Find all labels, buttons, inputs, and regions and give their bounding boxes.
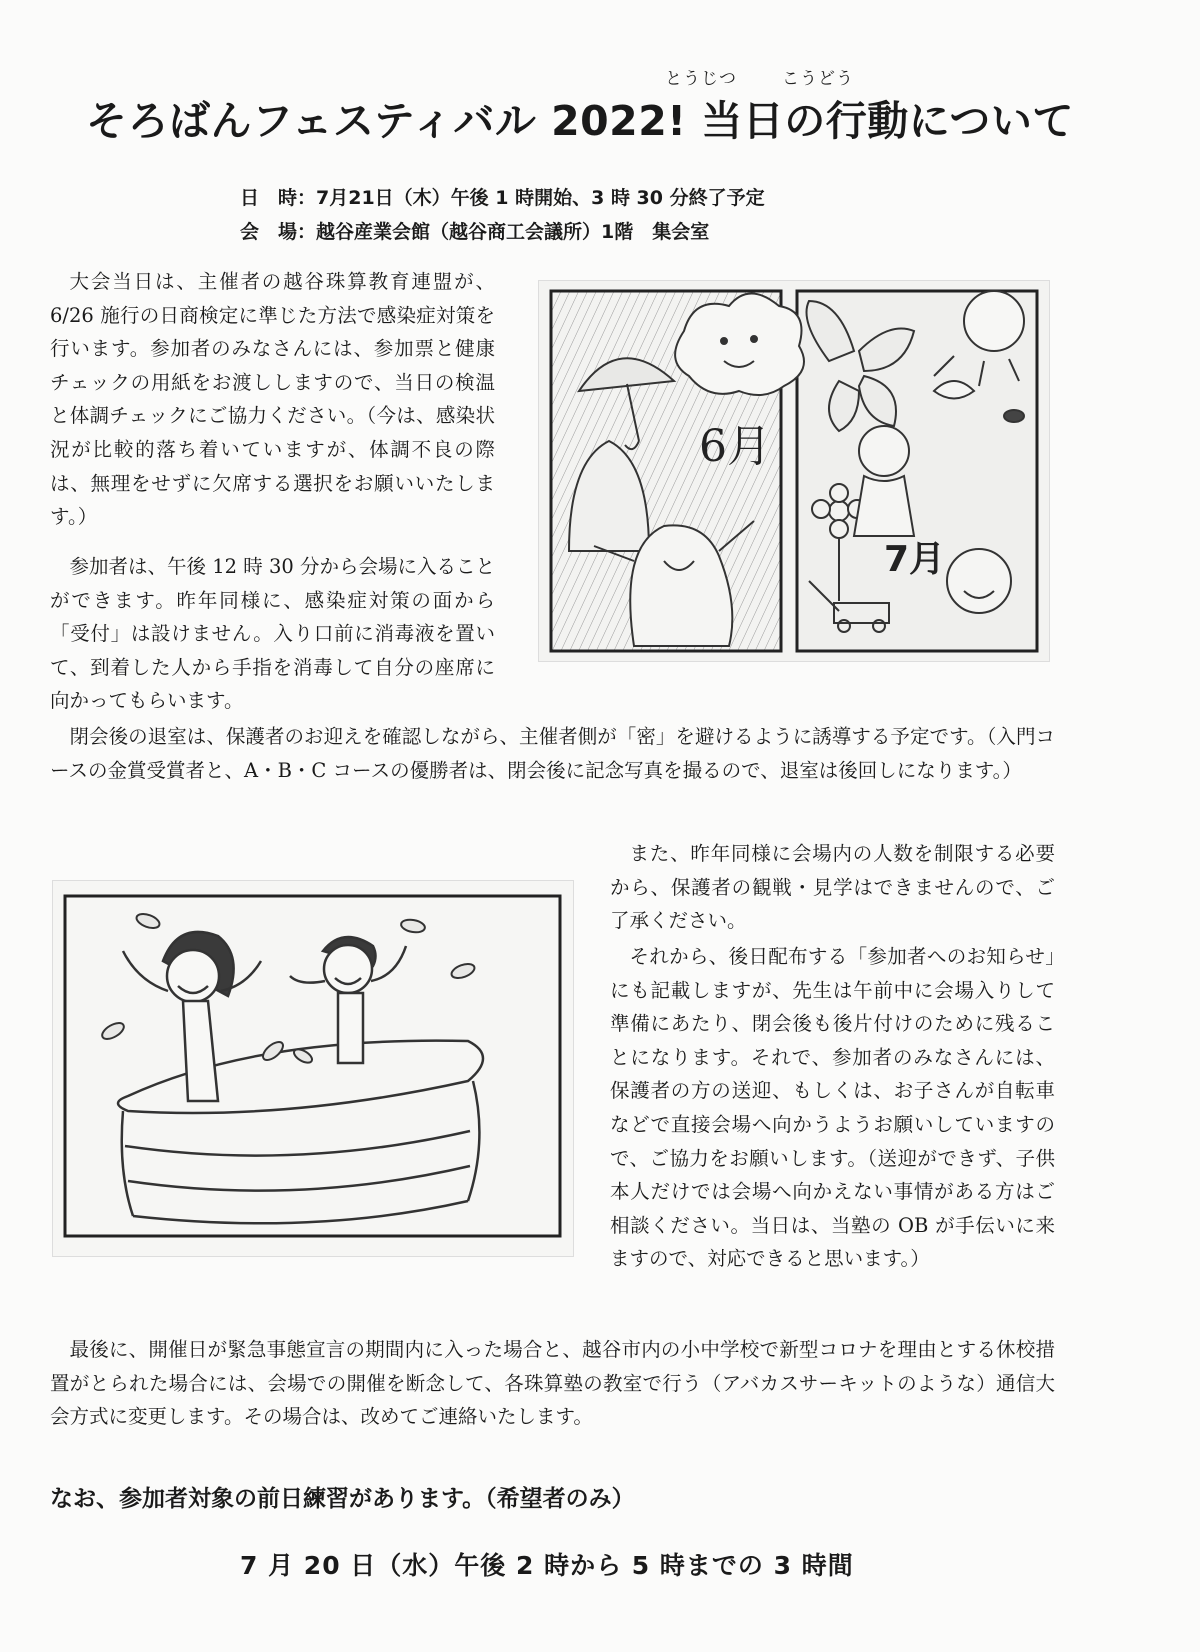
event-venue-line: 会 場：越谷産業会館（越谷商工会議所）1階 集会室 [240,221,710,243]
paragraph-5: それから、後日配布する「参加者へのお知らせ」にも記載しますが、先生は午前中に会場入りして準備にあたり、閉会後も後片付けのために残ることになります。それで、参加者のみなさんには、保護者の方の送迎、もしくは、お子さんが自転車などで直接会場へ向かうようお願いしていますので、ご協力をお願いします。（送迎ができず、子供本人だけでは会場へ向かえない事情がある方はご相談ください。当日は、当塾の OB が手伝いに来ますので、対応できると思います。） [610,945,1055,1271]
paragraph-1: 大会当日は、主催者の越谷珠算教育連盟が、6/26 施行の日商検定に準じた方法で感染症対策を行います。参加者のみなさんには、参加票と健康チェックの用紙をお渡ししますので、当日の検温と体調チェックにご協力ください。（今は、感染状況が比較的落ち着いていますが、体調不良の際は、無理をせずに欠席する選択をお願いいたします。） [50,270,495,529]
paragraph-3: 閉会後の退室は、保護者のお迎えを確認しながら、主催者側が「密」を避けるように誘導する予定です。（入門コースの金賞受賞者と、A・B・C コースの優勝者は、閉会後に記念写真を撮るので、退室は後回しになります。） [50,725,1055,782]
pool-drawing [52,880,574,1257]
smiling-child-icon [947,549,1011,613]
seasonal-drawing-svg [539,281,1049,661]
july-label: 7月 [884,539,946,580]
bug-icon [1004,410,1024,422]
event-date-line: 日 時：7月21日（木）午後 1 時開始、3 時 30 分終了予定 [240,187,765,209]
paragraph-2: 参加者は、午後 12 時 30 分から会場に入ることができます。昨年同様に、感染症対策の面から「受付」は設けません。入り口前に消毒液を置いて、到着した人から手指を消毒して自分の座席に向かってもらいます。 [50,555,495,713]
girl-icon [854,426,914,536]
june-label: 6月 [699,421,771,472]
paragraph-6: 最後に、開催日が緊急事態宣言の期間内に入った場合と、越谷市内の小中学校で新型コロナを理由とする休校措置がとられた場合には、会場での開催を断念して、各珠算塾の教室で行う（アバカスサーキットのような）通信大会方式に変更します。その場合は、改めてご連絡いたします。 [50,1338,1055,1429]
pool-drawing-frame [65,896,560,1236]
practice-time: 7 月 20 日（水）午後 2 時から 5 時までの 3 時間 [240,1551,854,1580]
practice-notice: なお、参加者対象の前日練習があります。（希望者のみ） [50,1486,635,1512]
paragraph-4: また、昨年同様に会場内の人数を制限する必要から、保護者の観戦・見学はできませんので、ご了承ください。 [610,842,1055,933]
pool-drawing-svg [53,881,573,1256]
seasonal-drawing [538,280,1050,662]
page-title: そろばんフェスティバル 2022! 当日の行動について [86,97,1074,145]
title-ruby-toujitsu: とうじつ [665,69,737,89]
title-ruby-koudou: こうどう [782,69,854,89]
